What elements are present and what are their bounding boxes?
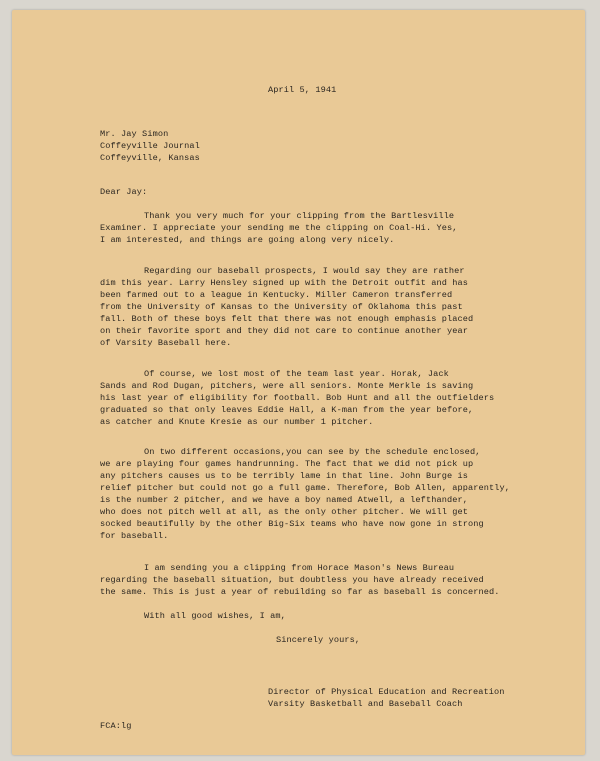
signature-title: Director of Physical Education and Recreation <box>268 687 505 697</box>
paragraph-6 <box>100 610 286 622</box>
text-line: I am sending you a clipping from Horace Mason's News Bureau <box>144 563 455 573</box>
recipient-address <box>100 128 200 164</box>
letter-sheet <box>12 10 585 755</box>
text-line: dim this year. Larry Hensley signed up with the Detroit outfit and has <box>100 278 468 288</box>
text-line: Of course, we lost most of the team last year. Horak, Jack <box>144 369 449 379</box>
text-line: Examiner. I appreciate your sending me the clipping on Coal-Hi. Yes, <box>100 223 458 233</box>
signature-title: Varsity Basketball and Baseball Coach <box>268 699 463 709</box>
text-line: Sands and Rod Dugan, pitchers, were all seniors. Monte Merkle is saving <box>100 381 474 391</box>
recipient-line: Coffeyville, Kansas <box>100 153 200 163</box>
text-line: on their favorite sport and they did not care to continue another year <box>100 326 468 336</box>
text-line: for baseball. <box>100 531 169 541</box>
letter-date: April 5, 1941 <box>268 85 337 95</box>
closing: Sincerely yours, <box>276 635 361 645</box>
paragraph-3 <box>100 368 494 428</box>
text-line: from the University of Kansas to the University of Oklahoma this past <box>100 302 463 312</box>
text-line: his last year of eligibility for football. Bob Hunt and all the outfielders <box>100 393 495 403</box>
paragraph-2 <box>100 265 473 349</box>
recipient-line: Mr. Jay Simon <box>100 129 169 139</box>
text-line: as catcher and Knute Kresie as our number 1 pitcher. <box>100 417 374 427</box>
text-line: of Varsity Baseball here. <box>100 338 232 348</box>
text-line: who does not pitch well at all, as the only other pitcher. We will get <box>100 507 468 517</box>
paragraph-4 <box>100 446 510 542</box>
text-line: fall. Both of these boys felt that there was not enough emphasis placed <box>100 314 474 324</box>
text-line: On two different occasions,you can see by the schedule enclosed, <box>144 447 481 457</box>
text-line: graduated so that only leaves Eddie Hall, a K-man from the year before, <box>100 405 474 415</box>
text-line: socked beautifully by the other Big-Six teams who have now gone in strong <box>100 519 484 529</box>
text-line: any pitchers causes us to be terribly lame in that line. John Burge is <box>100 471 468 481</box>
signature-block <box>268 686 505 710</box>
text-line: the same. This is just a year of rebuilding so far as baseball is concerned. <box>100 587 500 597</box>
text-line: is the number 2 pitcher, and we have a boy named Atwell, a lefthander, <box>100 495 468 505</box>
text-line: Thank you very much for your clipping from the Bartlesville <box>144 211 455 221</box>
salutation: Dear Jay: <box>100 187 148 197</box>
text-line: regarding the baseball situation, but doubtless you have already received <box>100 575 484 585</box>
text-line: With all good wishes, I am, <box>144 611 286 621</box>
text-line: we are playing four games handrunning. The fact that we did not pick up <box>100 459 474 469</box>
paragraph-1 <box>100 210 457 246</box>
paragraph-5 <box>100 562 500 598</box>
recipient-line: Coffeyville Journal <box>100 141 200 151</box>
typist-initials: FCA:lg <box>100 721 132 731</box>
text-line: relief pitcher but could not go a full game. Therefore, Bob Allen, apparently, <box>100 483 511 493</box>
text-line: Regarding our baseball prospects, I would say they are rather <box>144 266 465 276</box>
text-line: I am interested, and things are going along very nicely. <box>100 235 395 245</box>
text-line: been farmed out to a league in Kentucky. Miller Cameron transferred <box>100 290 453 300</box>
